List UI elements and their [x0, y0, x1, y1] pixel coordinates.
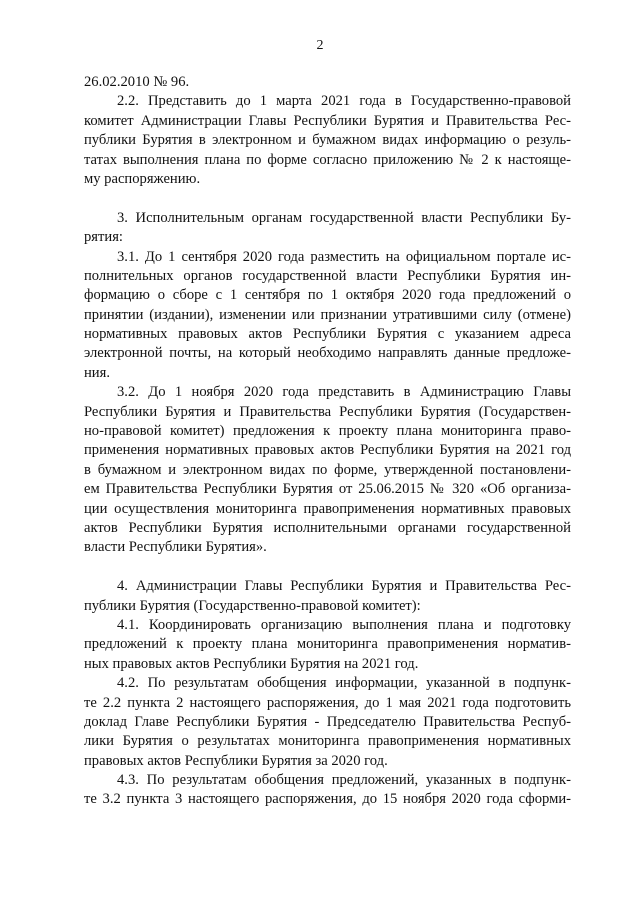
text-line: власти Республики Бурятия».	[84, 539, 267, 556]
text-line: нормативных правовых актов Республики Бурятия с указанием адреса	[84, 326, 571, 343]
text-line: предложений к проекту плана мониторинга правоприменения норматив-	[84, 636, 571, 653]
text-line: полнительных органов государственной власти Республики Бурятия ин-	[84, 267, 571, 284]
page-number: 2	[316, 38, 324, 53]
text-line: 3.2. До 1 ноября 2020 года представить в Администрацию Главы	[117, 384, 571, 401]
text-line: ния.	[84, 364, 110, 381]
paragraph-gap	[84, 558, 571, 577]
text-line: ции осуществления мониторинга правоприменения нормативных правовых	[84, 500, 571, 517]
text-line: Республики Бурятия и Правительства Республики Бурятия (Государствен-	[84, 403, 571, 420]
text-line: 4.1. Координировать организацию выполнения плана и подготовку	[117, 616, 571, 633]
text-line: 4.3. По результатам обобщения предложений, указанных в подпунк-	[117, 772, 571, 789]
text-line: 26.02.2010 № 96.	[84, 74, 190, 90]
text-line: 4.2. По результатам обобщения информации, указанной в подпунк-	[117, 675, 571, 692]
text-line: принятии (издании), изменении или признании утратившими силу (отмене)	[84, 306, 571, 323]
text-line: комитет Администрации Главы Республики Бурятия и Правительства Рес-	[84, 112, 571, 129]
text-line: лики Бурятия о результатах мониторинга правоприменения нормативных	[84, 733, 571, 750]
paragraph-gap	[84, 189, 571, 208]
text-line: правовых актов Республики Бурятия за 2020 год.	[84, 752, 388, 769]
text-line: рятия:	[84, 229, 123, 246]
text-line: 2.2. Представить до 1 марта 2021 года в Государственно-правовой	[117, 93, 571, 110]
text-line: формацию о сборе с 1 сентября по 1 октября 2020 года предложений о	[84, 287, 571, 304]
text-line: публики Бурятия в электронном и бумажном видах информацию о резуль-	[84, 132, 571, 149]
text-line: те 2.2 пункта 2 настоящего распоряжения, до 1 мая 2021 года подготовить	[84, 694, 571, 711]
text-line: 4. Администрации Главы Республики Бурятия и Правительства Рес-	[117, 578, 571, 595]
text-line: применения нормативных правовых актов Республики Бурятия на 2021 год	[84, 442, 571, 459]
text-line: в бумажном и электронном видах по форме, утвержденной постановлени-	[84, 461, 571, 478]
text-line: электронной почты, на который необходимо направлять данные предложе-	[84, 345, 571, 362]
text-line: ных правовых актов Республики Бурятия на 2021 год.	[84, 655, 419, 672]
document-body	[84, 73, 571, 810]
text-line: 3. Исполнительным органам государственной власти Республики Бу-	[117, 209, 571, 226]
text-line: актов Республики Бурятия исполнительными органами государственной	[84, 519, 571, 536]
text-line: публики Бурятия (Государственно-правовой комитет):	[84, 597, 421, 614]
text-line: но-правовой комитет) предложения к проекту плана мониторинга право-	[84, 423, 571, 440]
text-line: те 3.2 пункта 3 настоящего распоряжения, до 15 ноября 2020 года сформи-	[84, 791, 571, 808]
text-line: му распоряжению.	[84, 170, 201, 187]
text-line: ем Правительства Республики Бурятия от 25.06.2015 № 320 «Об организа-	[84, 481, 571, 498]
text-line: 3.1. До 1 сентября 2020 года разместить на официальном портале ис-	[117, 248, 571, 265]
text-line: доклад Главе Республики Бурятия - Председателю Правительства Респуб-	[84, 713, 571, 730]
text-line: татах выполнения плана по форме согласно приложению № 2 к настояще-	[84, 151, 571, 168]
